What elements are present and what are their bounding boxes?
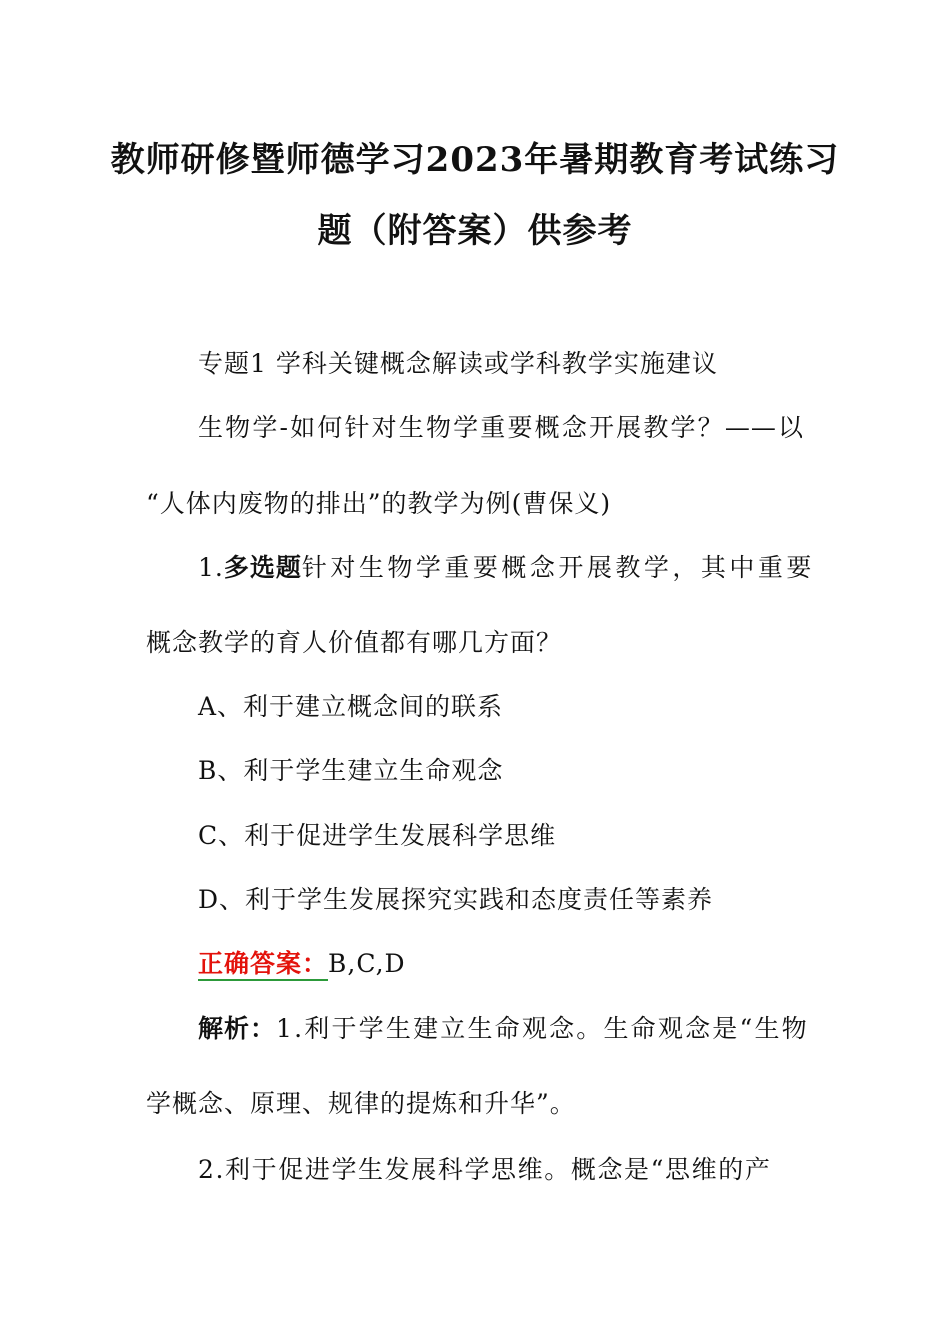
analysis-line-1: [198, 1009, 809, 1045]
analysis-label: 解析：: [198, 1014, 277, 1043]
option-a: A、利于建立概念间的联系: [198, 692, 504, 721]
document-title-line-1: 教师研修暨师德学习2023年暑期教育考试练习: [110, 140, 840, 180]
option-d: D、利于学生发展探究实践和态度责任等素养: [198, 885, 714, 914]
option-c: C、利于促进学生发展科学思维: [198, 821, 557, 850]
analysis-line-3: 2.利于促进学生发展科学思维。概念是“思维的产: [198, 1155, 772, 1184]
course-title-line-2: “人体内废物的排出”的教学为例(曹保义): [146, 489, 612, 518]
course-title-line-1: 生物学-如何针对生物学重要概念开展教学？——以: [198, 413, 804, 442]
answer-value: B,C,D: [328, 949, 406, 978]
question-header: [198, 548, 302, 584]
answer-line: [198, 944, 406, 980]
document-title-line-2: 题（附答案）供参考: [317, 211, 633, 251]
analysis-line-2: 学概念、原理、规律的提炼和升华”。: [146, 1089, 576, 1118]
topic-heading: 专题1 学科关键概念解读或学科教学实施建议: [198, 349, 718, 378]
question-stem-line-2: 概念教学的育人价值都有哪几方面？: [146, 628, 563, 657]
option-b: B、利于学生建立生命观念: [198, 756, 504, 785]
question-stem-line-1: [198, 548, 815, 584]
analysis-text-1: 1.利于学生建立生命观念。生命观念是“生物: [276, 1014, 809, 1043]
answer-label: 正确答案：: [198, 949, 328, 981]
question-stem-text-1: 针对生物学重要概念开展教学，其中重要: [301, 553, 815, 582]
question-number: 1.: [198, 553, 224, 582]
question-type: 多选题: [223, 553, 302, 582]
